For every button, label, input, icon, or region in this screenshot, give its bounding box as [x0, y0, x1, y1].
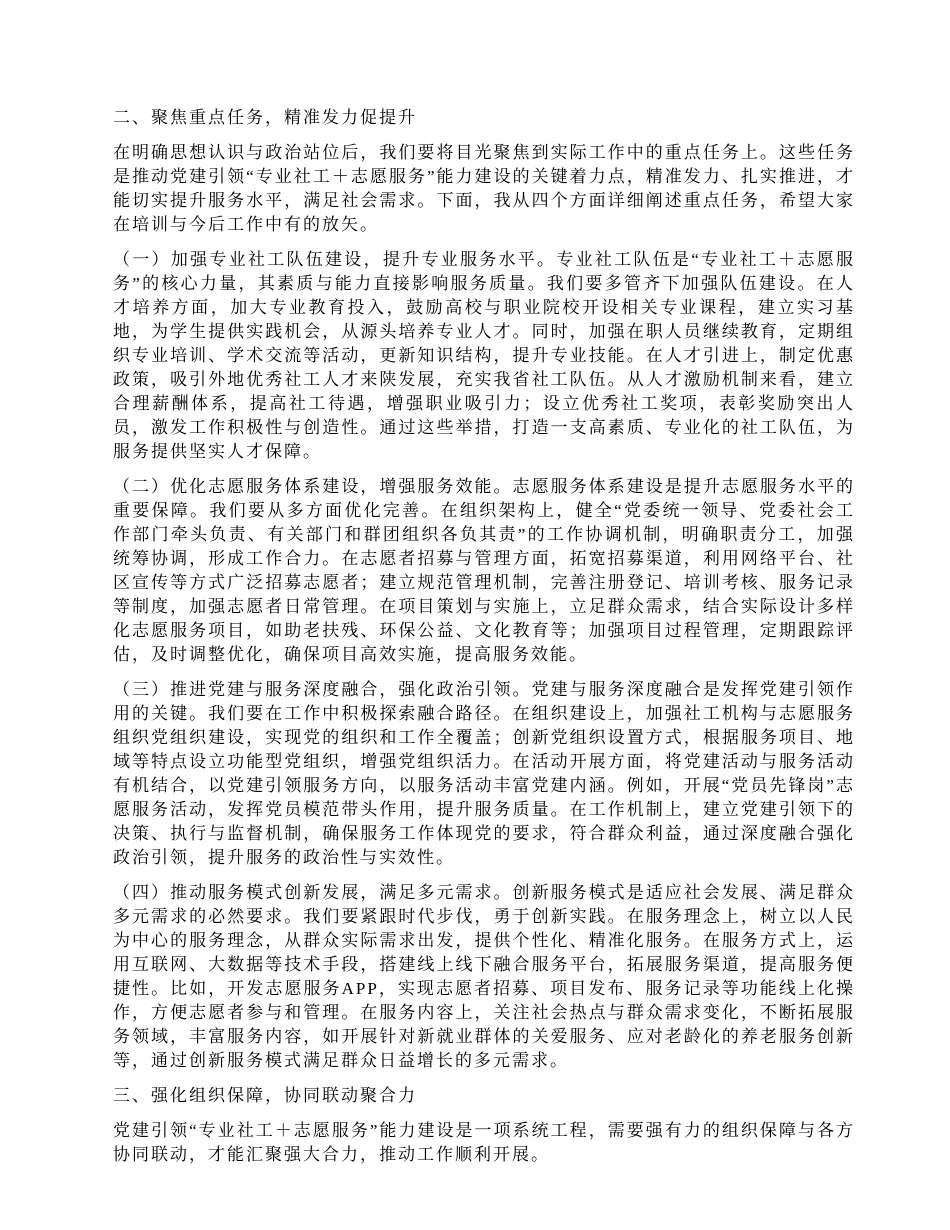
section-heading-2: 二、聚焦重点任务，精准发力促提升 [113, 108, 417, 127]
paragraph-task-1: （一）加强专业社工队伍建设，提升专业服务水平。专业社工队伍是“专业社工＋志愿服务”的核心力量，其素质与能力直接影响服务质量。我们要多管齐下加强队伍建设。在人才培养方面，加大专业教育投入，鼓励高校与职业院校开设相关专业课程，建立实习基地，为学生提供实践机会，从源头培养专业人才。同时，加强在职人员继续教育，定期组织专业培训、学术交流等活动，更新知识结构，提升专业技能。在人才引进上，制定优惠政策，吸引外地优秀社工人才来陕发展，充实我省社工队伍。从人才激励机制来看，建立合理薪酬体系，提高社工待遇，增强职业吸引力；设立优秀社工奖项，表彰奖励突出人员，激发工作积极性与创造性。通过这些举措，打造一支高素质、专业化的社工队伍，为服务提供坚实人才保障。 [113, 250, 855, 461]
paragraph-closing: 党建引领“专业社工＋志愿服务”能力建设是一项系统工程，需要强有力的组织保障与各方协同联动，才能汇聚强大合力，推动工作顺利开展。 [113, 1121, 855, 1164]
paragraph-task-4: （四）推动服务模式创新发展，满足多元需求。创新服务模式是适应社会发展、满足群众多元需求的必然要求。我们要紧跟时代步伐，勇于创新实践。在服务理念上，树立以人民为中心的服务理念，从群众实际需求出发，提供个性化、精准化服务。在服务方式上，运用互联网、大数据等技术手段，搭建线上线下融合服务平台，拓展服务渠道，提高服务便捷性。比如，开发志愿服务APP，实现志愿者招募、项目发布、服务记录等功能线上化操作，方便志愿者参与和管理。在服务内容上，关注社会热点与群众需求变化，不断拓展服务领域，丰富服务内容，如开展针对新就业群体的关爱服务、应对老龄化的养老服务创新等，通过创新服务模式满足群众日益增长的多元需求。 [113, 883, 855, 1070]
paragraph-intro: 在明确思想认识与政治站位后，我们要将目光聚焦到实际工作中的重点任务上。这些任务是推动党建引领“专业社工＋志愿服务”能力建设的关键着力点，精准发力、扎实推进，才能切实提升服务水平，满足社会需求。下面，我从四个方面详细阐述重点任务，希望大家在培训与今后工作中有的放矢。 [113, 143, 855, 234]
section-heading-3: 三、强化组织保障，协同联动聚合力 [113, 1086, 417, 1105]
paragraph-task-3: （三）推进党建与服务深度融合，强化政治引领。党建与服务深度融合是发挥党建引领作用的关键。我们要在工作中积极探索融合路径。在组织建设上，加强社工机构与志愿服务组织党组织建设，实现党的组织和工作全覆盖；创新党组织设置方式，根据服务项目、地域等特点设立功能型党组织，增强党组织活力。在活动开展方面，将党建活动与服务活动有机结合，以党建引领服务方向，以服务活动丰富党建内涵。例如，开展“党员先锋岗”志愿服务活动，发挥党员模范带头作用，提升服务质量。在工作机制上，建立党建引领下的决策、执行与监督机制，确保服务工作体现党的要求，符合群众利益，通过深度融合强化政治引领，提升服务的政治性与实效性。 [113, 680, 855, 867]
paragraph-task-2: （二）优化志愿服务体系建设，增强服务效能。志愿服务体系建设是提升志愿服务水平的重要保障。我们要从多方面优化完善。在组织架构上，健全“党委统一领导、党委社会工作部门牵头负责、有关部门和群团组织各负其责”的工作协调机制，明确职责分工，加强统筹协调，形成工作合力。在志愿者招募与管理方面，拓宽招募渠道，利用网络平台、社区宣传等方式广泛招募志愿者；建立规范管理机制，完善注册登记、培训考核、服务记录等制度，加强志愿者日常管理。在项目策划与实施上，立足群众需求，结合实际设计多样化志愿服务项目，如助老扶残、环保公益、文化教育等；加强项目过程管理，定期跟踪评估，及时调整优化，确保项目高效实施，提高服务效能。 [113, 477, 855, 664]
